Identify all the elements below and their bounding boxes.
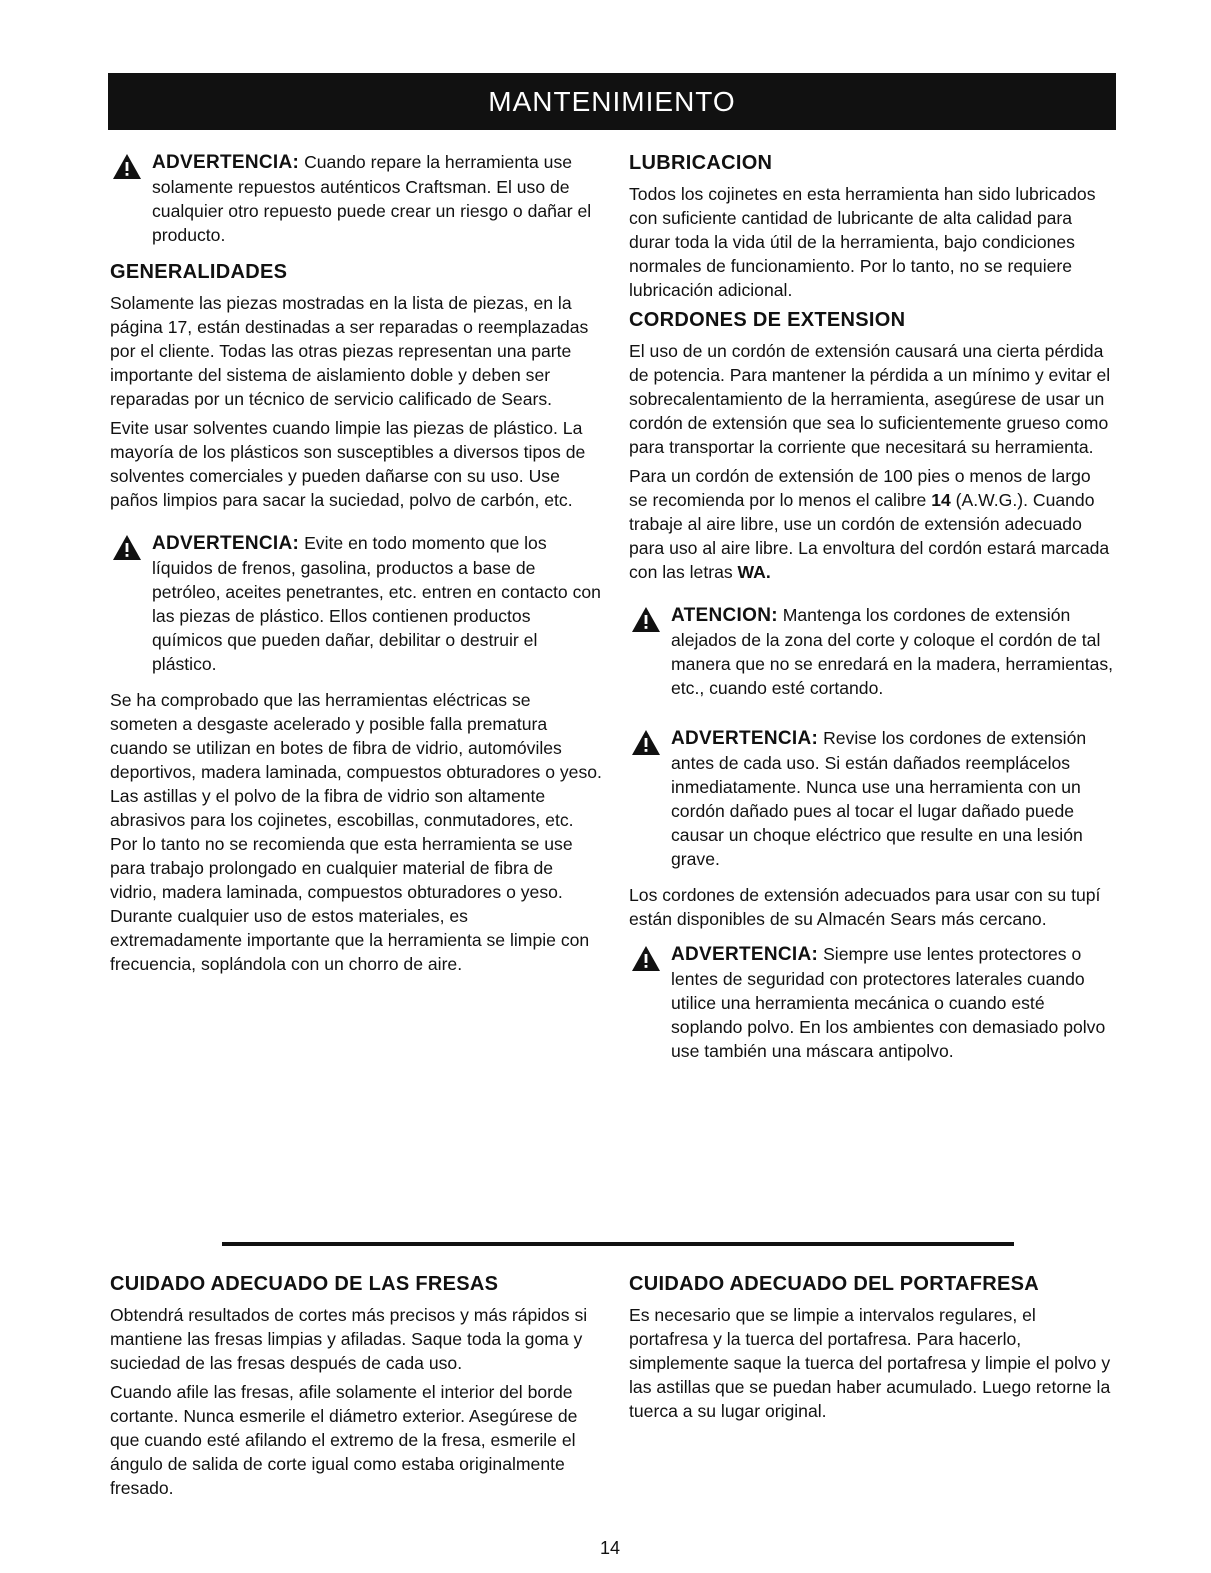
caution-label: ATENCION: xyxy=(671,605,778,626)
text-fragment: (A.W.G.). Cuando trabaje al aire libre, use un cordón de extensión adecuado para uso al aire libre. La envoltura del cordón estará marcada con las letras xyxy=(629,490,1110,582)
collet-care-section xyxy=(629,1271,1114,1428)
warning-triangle-icon xyxy=(112,534,142,561)
warning-text: Revise los cordones de extensión antes de cada uso. Si están dañados reemplácelos inmediatamente. Nunca use una herramienta con un cordón dañado pues al tocar el lugar dañado puede causar un choque eléctrico que resulte en una lesión grave. xyxy=(671,728,1087,869)
paragraph: Todos los cojinetes en esta herramienta han sido lubricados con suficiente cantidad de lubricante de alta calidad para durar toda la vida útil de la herramienta, bajo condiciones normales de funcionamiento. Por lo tanto, no se requiere lubricación adicional. xyxy=(629,184,1096,300)
warning-block xyxy=(110,150,602,247)
caution-text: Mantenga los cordones de extensión alejados de la zona del corte y coloque el cordón de tal manera que no se enredará en la madera, herramientas, etc., cuando esté cortando. xyxy=(671,605,1114,698)
right-column xyxy=(629,150,1114,1075)
caution-block xyxy=(629,603,1114,700)
warning-triangle-icon xyxy=(631,606,661,633)
left-column xyxy=(110,150,602,981)
section-banner: MANTENIMIENTO xyxy=(108,73,1116,130)
warning-block xyxy=(629,942,1114,1063)
paragraph-calibre xyxy=(629,464,1114,584)
text-fragment: Para un cordón de extensión de 100 pies o menos de largo se recomienda por lo menos el calibre xyxy=(629,466,1091,510)
paragraph: Cuando afile las fresas, afile solamente el interior del borde cortante. Nunca esmerile el diámetro exterior. Asegúrese de que cuando esté afilando el extremo de la fresa, esmerile el ángulo de salida de corte igual como estaba originalmente fresado. xyxy=(110,1382,578,1498)
paragraph: Es necesario que se limpie a intervalos regulares, el portafresa y la tuerca del portafresa. Para hacerlo, simplemente saque la tuerca del portafresa y limpie el polvo y las astillas que se puedan haber acumulado. Luego retorne la tuerca a su lugar original. xyxy=(629,1305,1111,1421)
paragraph: Los cordones de extensión adecuados para usar con su tupí están disponibles de su Almacén Sears más cercano. xyxy=(629,885,1101,929)
warning-triangle-icon xyxy=(112,153,142,180)
warning-block xyxy=(110,531,602,676)
warning-triangle-icon xyxy=(631,945,661,972)
warning-text: Cuando repare la herramienta use solamente repuestos auténticos Craftsman. El uso de cualquier otro repuesto puede crear un riesgo o dañar el producto. xyxy=(152,152,592,245)
paragraph: Solamente las piezas mostradas en la lista de piezas, en la página 17, están destinadas a ser reparadas o reemplazadas por el cliente. Todas las otras piezas representan una parte importante del sistema de aislamiento doble y deben ser reparadas por un técnico de servicio calificado de Sears. xyxy=(110,293,589,409)
heading-generalidades: GENERALIDADES xyxy=(110,261,288,283)
heading-lubricacion: LUBRICACION xyxy=(629,152,773,174)
heading-cuidado-portafresa: CUIDADO ADECUADO DEL PORTAFRESA xyxy=(629,1273,1040,1295)
warning-text: Siempre use lentes protectores o lentes de seguridad con protectores laterales cuando utilice una herramienta mecánica o cuando esté soplando polvo. En los ambientes con demasiado polvo use también una máscara antipolvo. xyxy=(671,944,1106,1061)
heading-cordones: CORDONES DE EXTENSION xyxy=(629,309,906,331)
paragraph: El uso de un cordón de extensión causará una cierta pérdida de potencia. Para mantener la pérdida a un mínimo y evitar el sobrecalentamiento de la herramienta, asegúrese de usar un cordón de extensión que sea lo suficientemente grueso como para transportar la corriente que necesitará su herramienta. xyxy=(629,341,1111,457)
page-number: 14 xyxy=(599,1538,621,1558)
section-divider xyxy=(222,1242,1014,1246)
warning-label: ADVERTENCIA: xyxy=(671,728,819,749)
paragraph: Se ha comprobado que las herramientas eléctricas se someten a desgaste acelerado y posible falla prematura cuando se utilizan en botes de fibra de vidrio, automóviles deportivos, madera laminada, compuestos obturadores o yeso. Las astillas y el polvo de la fibra de vidrio son altamente abrasivos para los cojinetes, escobillas, conmutadores, etc. Por lo tanto no se recomienda que esta herramienta se use para trabajo prolongado en cualquier material de fibra de vidrio, madera laminada, compuestos obturadores o yeso. Durante cualquier uso de estos materiales, es extremadamente importante que la herramienta se limpie con frecuencia, soplándola con un chorro de aire. xyxy=(110,690,602,974)
wa-letters: WA. xyxy=(737,562,771,582)
warning-triangle-icon xyxy=(631,729,661,756)
heading-cuidado-fresas: CUIDADO ADECUADO DE LAS FRESAS xyxy=(110,1273,499,1295)
warning-text: Evite en todo momento que los líquidos de frenos, gasolina, productos a base de petróleo, aceites penetrantes, etc. entren en contacto con las piezas de plástico. Ellos contienen productos químicos que pueden dañar, debilitar o destruir el plástico. xyxy=(152,533,601,674)
warning-label: ADVERTENCIA: xyxy=(152,152,300,173)
bits-care-section xyxy=(110,1271,602,1505)
calibre-value: 14 xyxy=(931,490,951,510)
warning-label: ADVERTENCIA: xyxy=(152,533,300,554)
warning-label: ADVERTENCIA: xyxy=(671,944,819,965)
paragraph: Obtendrá resultados de cortes más precisos y más rápidos si mantiene las fresas limpias y afiladas. Saque toda la goma y suciedad de las fresas después de cada uso. xyxy=(110,1305,588,1373)
paragraph: Evite usar solventes cuando limpie las piezas de plástico. La mayoría de los plásticos son susceptibles a diversos tipos de solventes comerciales y pueden dañarse con su uso. Use paños limpios para sacar la suciedad, polvo de carbón, etc. xyxy=(110,418,586,510)
warning-block xyxy=(629,726,1114,871)
